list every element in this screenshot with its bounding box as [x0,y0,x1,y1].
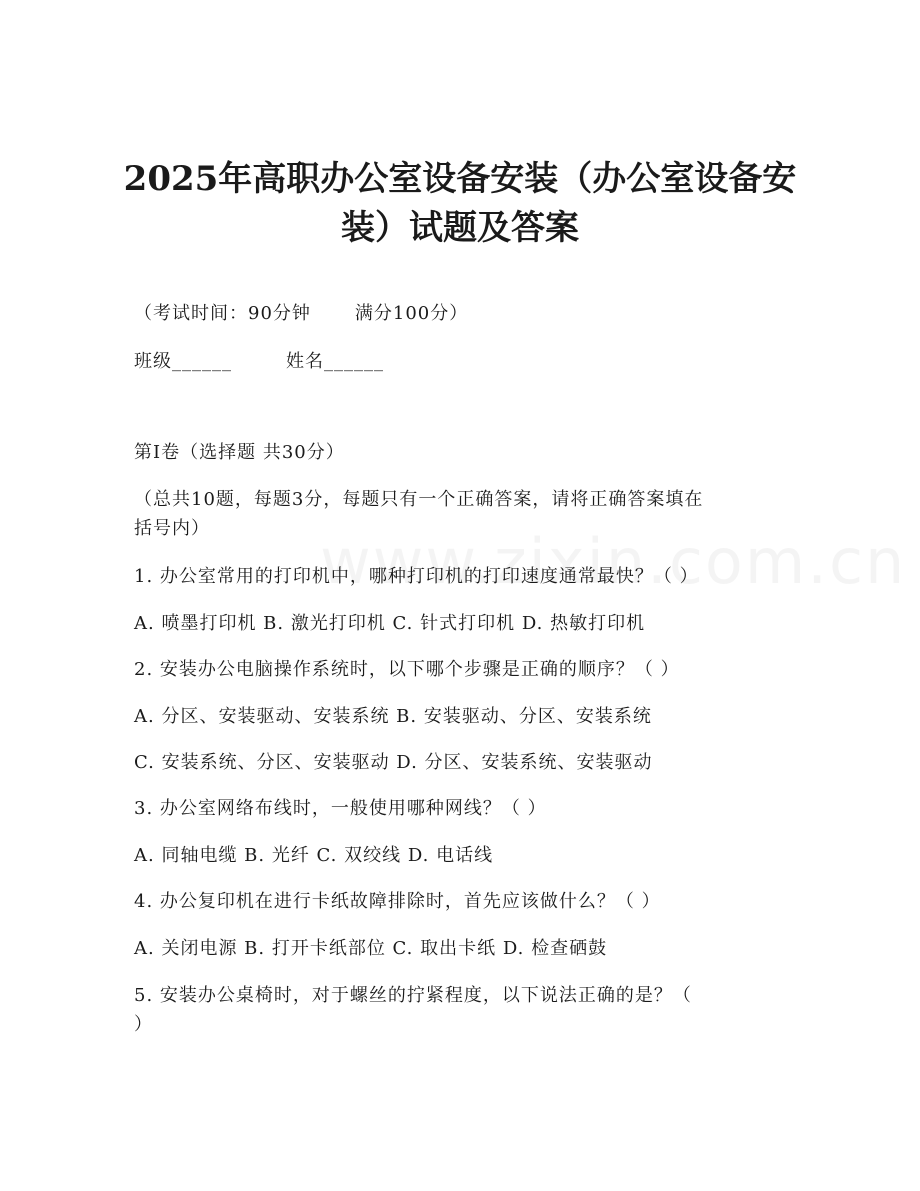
name-field: 姓名______ [286,351,384,372]
section-instruction-1: （总共10题，每题3分，每题只有一个正确答案，请将正确答案填在 [134,489,704,510]
question-3-options: A. 同轴电缆 B. 光纤 C. 双绞线 D. 电话线 [134,845,494,866]
question-5-stem: 5. 安装办公桌椅时，对于螺丝的拧紧程度，以下说法正确的是？（ [134,985,692,1006]
exam-info [134,300,794,328]
title-line-2: 装）试题及答案 [341,208,579,248]
question-2-options-2: C. 安装系统、分区、安装驱动 D. 分区、安装系统、安装驱动 [134,752,653,773]
exam-score: 满分100分） [354,303,469,324]
class-field: 班级______ [134,351,232,372]
question-4-stem: 4. 办公复印机在进行卡纸故障排除时，首先应该做什么？（ ） [134,891,661,912]
question-4-options: A. 关闭电源 B. 打开卡纸部位 C. 取出卡纸 D. 检查硒鼓 [134,938,608,959]
section-instruction-2: 括号内） [134,518,210,539]
question-2-options-1: A. 分区、安装驱动、安装系统 B. 安装驱动、分区、安装系统 [134,706,652,727]
exam-time: （考试时间：90分钟 [134,303,311,324]
section-heading: 第I卷（选择题 共30分） [134,442,345,463]
question-1-options: A. 喷墨打印机 B. 激光打印机 C. 针式打印机 D. 热敏打印机 [134,613,646,634]
student-fields [134,348,794,376]
question-3-stem: 3. 办公室网络布线时，一般使用哪种网线？（ ） [134,798,547,819]
question-2-stem: 2. 安装办公电脑操作系统时，以下哪个步骤是正确的顺序？（ ） [134,659,680,680]
title-line-1: 2025年高职办公室设备安装（办公室设备安 [123,159,797,199]
question-1-stem: 1. 办公室常用的打印机中，哪种打印机的打印速度通常最快？（ ） [134,566,699,587]
question-5-stem-cont: ） [134,1014,153,1035]
